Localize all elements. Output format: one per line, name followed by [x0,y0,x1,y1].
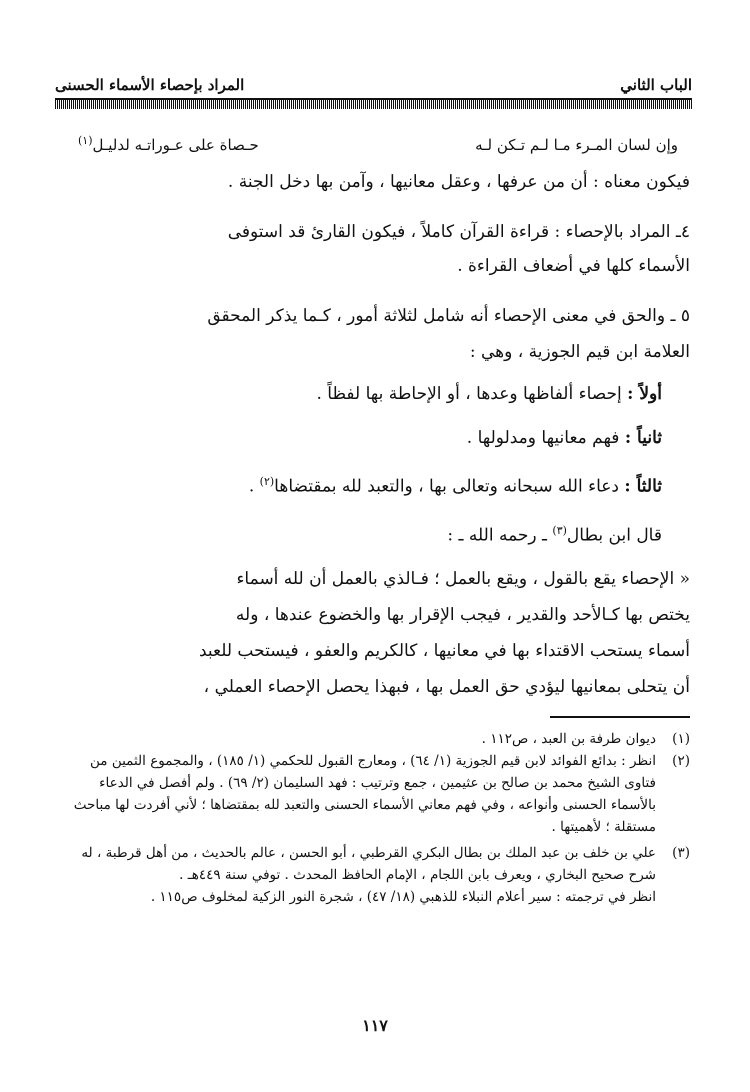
footnote-1-number: (١) [672,731,690,747]
quote-intro [58,517,690,550]
item-first-label: أولاً : [627,384,662,404]
item-second-label: ثانياً : [624,428,662,448]
item-third [58,468,690,501]
footnotes [58,728,690,908]
footnote-2 [58,750,690,838]
footnote-3-text: علي بن خلف بن عبد الملك بن بطال البكري القرطبي ، أبو الحسن ، عالم بالحديث ، من أهل قرطبة ، له شرح صحيح البخاري ، ويعرف بابن اللجام ، الإمام الحافظ المحدث . توفي سنة ٤٤٩هـ . [81,845,656,883]
page-number: ١١٧ [362,1016,388,1035]
footnote-ref-2: (٢) [259,475,275,488]
item-first-text: إحصاء ألفاظها وعدها ، أو الإحاطة بها لفظاً . [316,384,628,404]
running-header [55,74,692,96]
point-5-line-1: ٥ ـ والحق في معنى الإحصاء أنه شامل لثلاثة أمور ، كـما يذكر المحقق [207,306,690,326]
point-4-line-2: الأسماء كلها في أضعاف القراءة . [457,256,690,276]
footnote-3 [58,842,690,886]
item-first [58,380,690,408]
footnote-3-continuation: انظر في ترجمته : سير أعلام النبلاء للذهبي (١٨/ ٤٧) ، شجرة النور الزكية لمخلوف ص١١٥ . [150,889,656,905]
quote-intro-a: قال ابن بطال [566,525,662,546]
quote-line-2: يختص بها كـالأحد والقدير ، فيجب الإقرار بها والخضوع عندها ، وله [235,605,690,626]
chapter-title: الباب الثاني [620,76,692,94]
poem-verse [58,118,690,154]
point-5-line-2: العلامة ابن قيم الجوزية ، وهي : [469,342,690,362]
item-third-label: ثالثاً : [624,476,662,497]
footnote-ref-1: (١) [78,134,93,147]
quote-line-3: أسماء يستحب الاقتداء بها في معانيها ، كالكريم والعفو ، فيستحب للعبد [198,641,690,662]
point-4-line-1: ٤ـ المراد بالإحصاء : قراءة القرآن كاملاً ، فيكون القارئ قد استوفى [227,222,690,242]
item-second-text: فهم معانيها ومدلولها . [466,428,625,448]
footnote-3-number: (٣) [672,845,690,861]
section-title: المراد بإحصاء الأسماء الحسنى [55,76,245,94]
quote-intro-b: ـ رحمه الله ـ : [447,525,553,546]
quote-line-4: أن يتحلى بمعانيها ليؤدي حق العمل بها ، فبهذا يحصل الإحصاء العملي ، [203,677,690,698]
item-second [58,424,690,452]
footnote-2-text: انظر : بدائع الفوائد لابن قيم الجوزية (١/ ٦٤) ، ومعارج القبول للحكمي (١/ ١٨٥) ، والمجموع الثمين من فتاوى الشيخ محمد بن صالح بن عثيمين ، جمع وترتيب : فهد السليمان (٢/ ٦٩) . ولم أفصل في الدعاء بالأسماء الحسنى وأنواعه ، وفي فهم معاني الأسماء الحسنى والتعبد لله بمقتضاها ؛ لأني أفردت لها مباحث مستقلة ؛ لأهميتها . [73,753,656,835]
paragraph-line: فيكون معناه : أن من عرفها ، وعقل معانيها ، وآمن بها دخل الجنة . [227,172,690,192]
poem-second-hemistich [78,134,259,154]
footnote-1 [58,728,690,750]
poem-first-hemistich: وإن لسان المـرء مـا لـم تـكن لـه [475,136,678,154]
item-third-text: دعاء الله سبحانه وتعالى بها ، والتعبد لله بمقتضاها [274,476,625,497]
main-text [58,118,690,701]
item-third-end: . [248,476,260,497]
footnote-divider [550,716,690,718]
footnote-2-number: (٢) [672,753,690,769]
poem-second-text: حـصاة على عـوراتـه لدليـل [92,136,259,154]
footnote-ref-3: (٣) [552,523,567,537]
quote-line-1: « الإحصاء يقع بالقول ، ويقع بالعمل ؛ فـالذي بالعمل أن لله أسماء [236,569,690,590]
footnote-1-text: ديوان طرفة بن العبد ، ص١١٢ . [481,731,656,747]
header-divider [55,98,692,109]
